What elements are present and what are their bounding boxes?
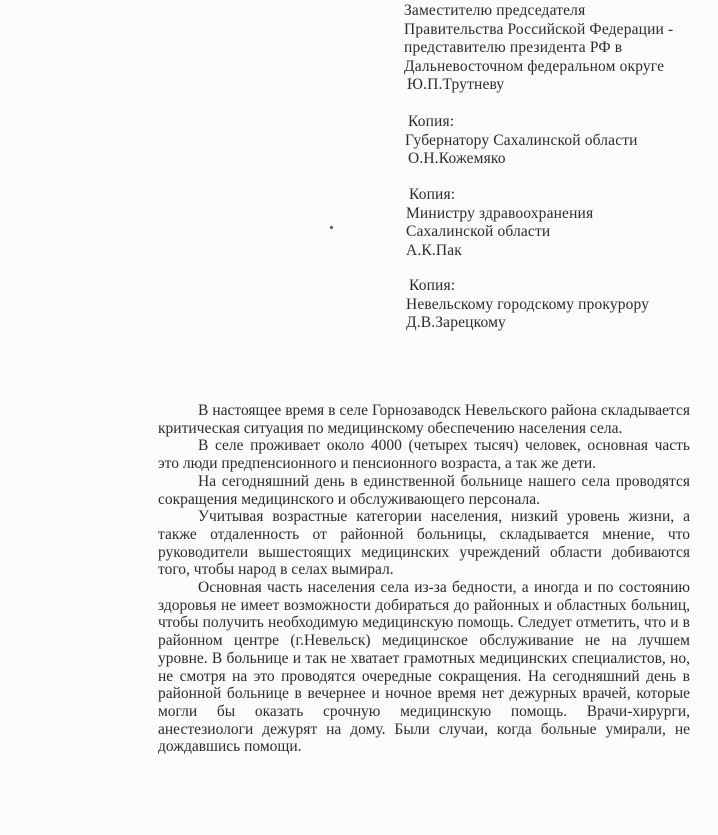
scan-speck xyxy=(330,226,333,229)
recipient-line: Дальневосточном федеральном округе xyxy=(404,57,665,75)
copy-label: Копия: xyxy=(409,277,456,294)
recipient-line: Сахалинской области xyxy=(406,223,551,241)
body-paragraph: Учитывая возрастные категории населения, низкий уровень жизни, а также отдаленность от районной больницы, складывается мнение, что руководители вышестоящих медицинских учреждений области добиваются того, чтобы народ в селах вымирал. xyxy=(158,508,690,579)
copy-label: Копия: xyxy=(408,113,455,130)
recipient-line: Невельскому городскому прокурору xyxy=(406,295,650,313)
main-recipient-block xyxy=(404,2,673,95)
recipient-name: А.К.Пак xyxy=(406,241,462,259)
recipient-line: Правительства Российской Федерации - xyxy=(404,20,674,38)
body-paragraph: На сегодняшний день в единственной больнице нашего села проводятся сокращения медицинского и обслуживающего персонала. xyxy=(158,472,690,508)
copy-recipient-block-3 xyxy=(406,277,649,333)
body-paragraph: В настоящее время в селе Горнозаводск Невельского района складывается критическая ситуация по медицинскому обеспечению населения села. xyxy=(158,402,690,437)
recipient-name: Д.В.Зарецкому xyxy=(406,314,506,332)
letter-body xyxy=(158,402,690,756)
body-paragraph: Основная часть населения села из-за бедности, а иногда и по состоянию здоровья не имеет возможности добираться до районных и областных больниц, чтобы получить необходимую медицинскую помощь. Следует отметить, что и в районном центре (г.Невельск) медицинское обслуживание не на лучшем уровне. В больнице и так не хватает грамотных медицинских специалистов, но, не смотря на это проводятся очередные сокращения. На сегодняшний день в районной больнице в вечернее и ночное время нет дежурных врачей, которые могли бы оказать срочную медицинскую помощь. Врачи-хирурги, анестезиологи дежурят на дому. Были случаи, когда больные умирали, не дождавшись помощи. xyxy=(158,579,690,756)
copy-recipient-block-2 xyxy=(406,186,593,260)
recipient-name: Ю.П.Трутневу xyxy=(407,76,505,94)
recipient-line: представителю президента РФ в xyxy=(404,39,623,57)
copy-recipient-block-1 xyxy=(405,113,638,169)
recipient-name: О.Н.Кожемяко xyxy=(408,150,506,168)
copy-label: Копия: xyxy=(409,186,456,203)
recipient-line: Министру здравоохранения xyxy=(406,204,594,222)
body-paragraph: В селе проживает около 4000 (четырех тысяч) человек, основная часть это люди предпенсионного и пенсионного возраста, а так же дети. xyxy=(158,437,690,473)
recipient-line: Губернатору Сахалинской области xyxy=(405,131,638,149)
recipient-line: Заместителю председателя xyxy=(404,2,586,19)
